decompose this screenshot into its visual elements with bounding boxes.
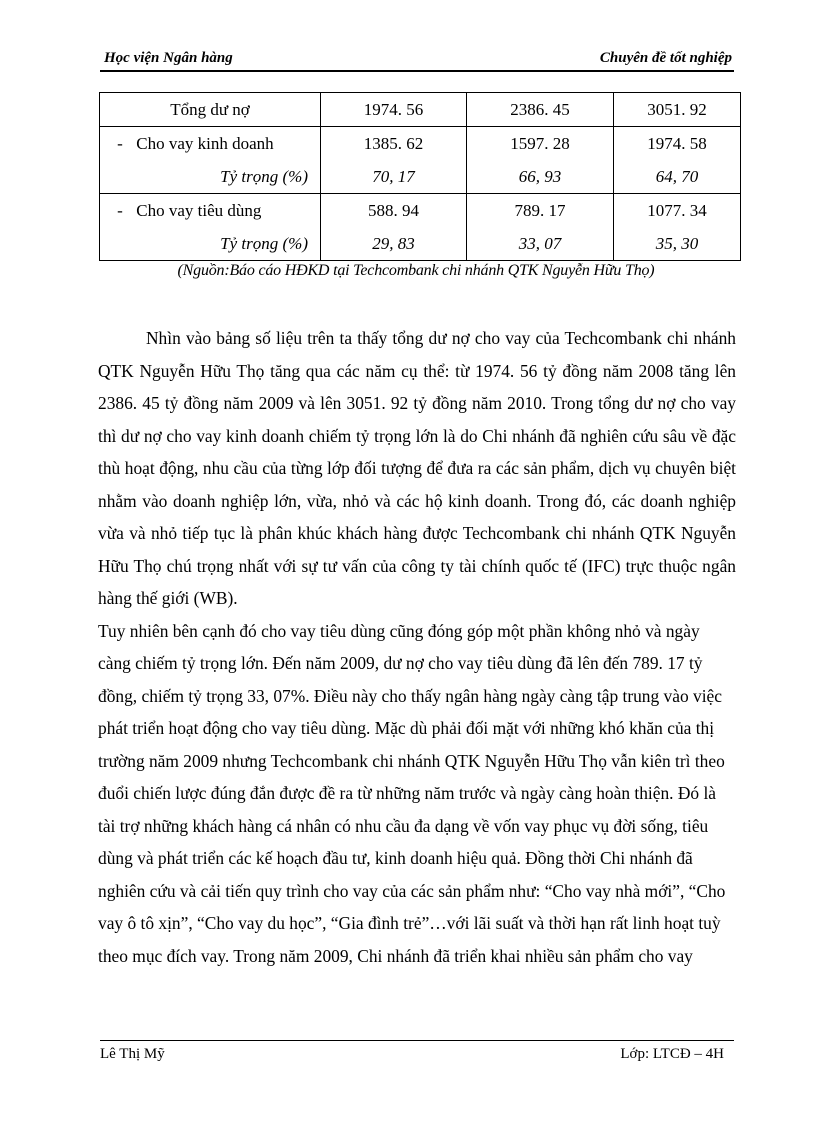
cell-2010: 1974. 58 <box>614 127 741 161</box>
cell-2009: 33, 07 <box>467 227 614 261</box>
cell-2008: 1974. 56 <box>321 93 467 127</box>
row-label: Cho vay kinh doanh <box>136 134 274 153</box>
cell-2010: 1077. 34 <box>614 194 741 228</box>
table-row-business-share <box>100 160 741 194</box>
paragraph: Nhìn vào bảng số liệu trên ta thấy tổng dư nợ cho vay của Techcombank chi nhánh QTK Nguyễn Hữu Thọ tăng qua các năm cụ thể: từ 1974. 56 tỷ đồng năm 2008 tăng lên 2386. 45 tỷ đồng năm 2009 và lên 3051. 92 tỷ đồng năm 2010. Trong tổng dư nợ cho vay thì dư nợ cho vay kinh doanh chiếm tỷ trọng lớn là do Chi nhánh đã nghiên cứu sâu về đặc thù hoạt động, nhu cầu của từng lớp đối tượng để đưa ra các sản phẩm, dịch vụ chuyên biệt nhằm vào doanh nghiệp lớn, vừa, nhỏ và các hộ kinh doanh. Trong đó, các doanh nghiệp vừa và nhỏ tiếp tục là phân khúc khách hàng được Techcombank chi nhánh QTK Nguyễn Hữu Thọ chú trọng nhất với sự tư vấn của công ty tài chính quốc tế (IFC) trực thuộc ngân hàng thế giới (WB). <box>98 328 736 608</box>
cell-2010: 3051. 92 <box>614 93 741 127</box>
cell-2009: 66, 93 <box>467 160 614 194</box>
cell-2009: 1597. 28 <box>467 127 614 161</box>
bullet-dash: - <box>117 134 123 153</box>
loan-table <box>99 92 741 261</box>
header-institution: Học viện Ngân hàng <box>104 50 233 66</box>
footer-author: Lê Thị Mỹ <box>100 1046 165 1062</box>
row-label: Cho vay tiêu dùng <box>136 201 262 220</box>
row-label: Tỷ trọng (%) <box>220 234 308 253</box>
bullet-dash: - <box>117 201 123 220</box>
page-header <box>100 46 734 72</box>
table-row-consumer-loans <box>100 194 741 228</box>
row-label: Tổng dư nợ <box>100 93 321 127</box>
table-row-total <box>100 93 741 127</box>
header-document-type: Chuyên đề tốt nghiệp <box>599 50 732 66</box>
footer-class: Lớp: LTCĐ – 4H <box>620 1046 724 1062</box>
cell-2010: 35, 30 <box>614 227 741 261</box>
cell-2008: 588. 94 <box>321 194 467 228</box>
cell-2008: 1385. 62 <box>321 127 467 161</box>
cell-2010: 64, 70 <box>614 160 741 194</box>
table-source-note: (Nguồn:Báo cáo HĐKD tại Techcombank chi nhánh QTK Nguyễn Hữu Thọ) <box>177 262 655 279</box>
row-label: Tỷ trọng (%) <box>220 167 308 186</box>
body-text <box>98 322 736 972</box>
table-row-consumer-share <box>100 227 741 261</box>
cell-2009: 2386. 45 <box>467 93 614 127</box>
paragraph: Tuy nhiên bên cạnh đó cho vay tiêu dùng cũng đóng góp một phần không nhỏ và ngày càng chiếm tỷ trọng lớn. Đến năm 2009, dư nợ cho vay tiêu dùng đã lên đến 789. 17 tỷ đồng, chiếm tỷ trọng 33, 07%. Điều này cho thấy ngân hàng ngày càng tập trung vào việc phát triển hoạt động cho vay tiêu dùng. Mặc dù phải đối mặt với những khó khăn của thị trường năm 2009 nhưng Techcombank chi nhánh QTK Nguyễn Hữu Thọ vẫn kiên trì theo đuổi chiến lược đúng đắn được đề ra từ những năm trước và ngày càng hoàn thiện. Đó là tài trợ những khách hàng cá nhân có nhu cầu đa dạng về vốn vay phục vụ đời sống, tiêu dùng và phát triển các kế hoạch đầu tư, kinh doanh hiệu quả. Đồng thời Chi nhánh đã nghiên cứu và cải tiến quy trình cho vay của các sản phẩm như: “Cho vay nhà mới”, “Cho vay ô tô xịn”, “Cho vay du học”, “Gia đình trẻ”…với lãi suất và thời hạn rất linh hoạt tuỳ theo mục đích vay. Trong năm 2009, Chi nhánh đã triển khai nhiều sản phẩm cho vay <box>98 620 726 966</box>
cell-2008: 29, 83 <box>321 227 467 261</box>
table-row-business-loans <box>100 127 741 161</box>
cell-2008: 70, 17 <box>321 160 467 194</box>
cell-2009: 789. 17 <box>467 194 614 228</box>
page-footer <box>100 1040 734 1071</box>
